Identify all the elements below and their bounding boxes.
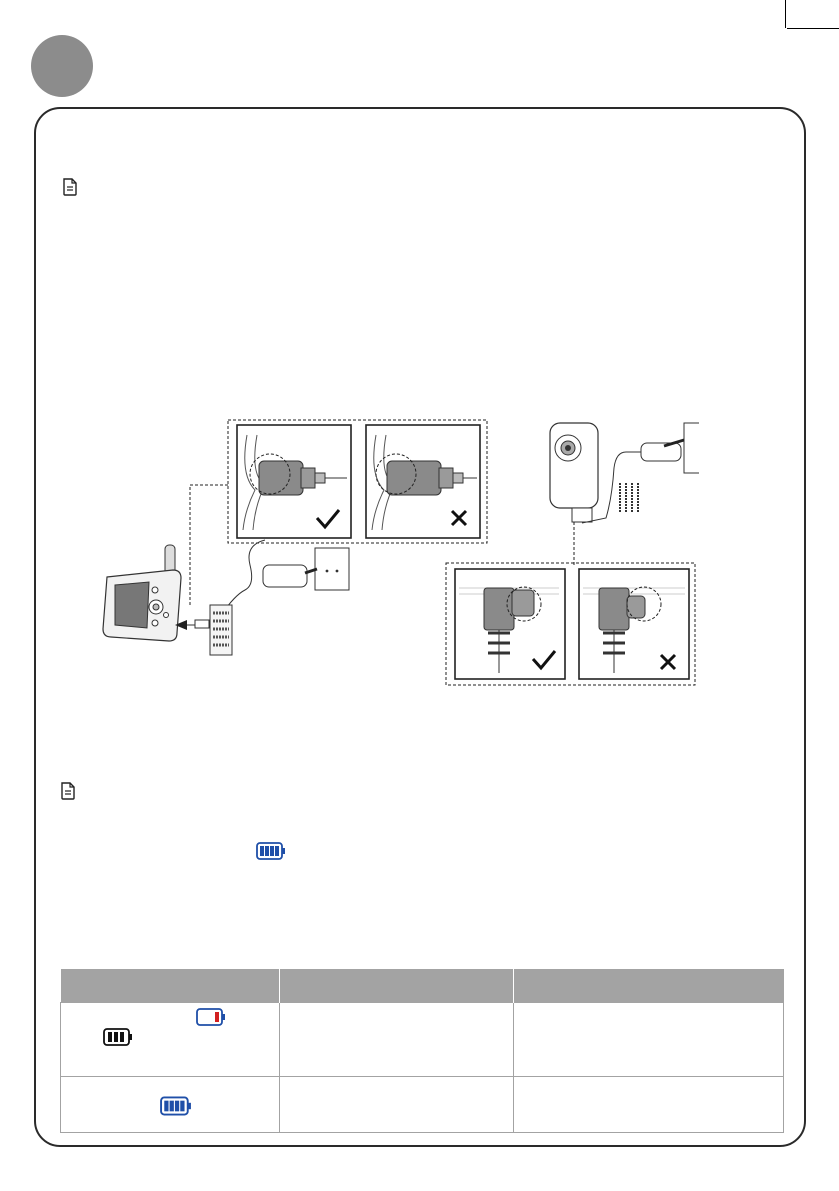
- table-cell: [280, 1076, 514, 1132]
- crop-mark-top-right-v: [785, 0, 786, 28]
- table-cell: [280, 1002, 514, 1076]
- note-document-icon: [62, 178, 78, 196]
- battery-three-bars-icon: [103, 1028, 133, 1046]
- camera-plug-correct-panel: [455, 569, 565, 679]
- monitor-plug-correct-panel: [237, 425, 351, 538]
- baby-camera-power-illustration: [444, 418, 699, 688]
- parent-unit-charging-illustration: [95, 415, 495, 705]
- table-header-2: [280, 969, 514, 1002]
- note-document-icon: [60, 782, 76, 800]
- battery-status-table: [60, 969, 784, 1133]
- baby-camera-device: [550, 423, 598, 522]
- crop-mark-top-right-h: [787, 28, 839, 29]
- table-cell-icons: [61, 1076, 280, 1132]
- cable-tie: [210, 605, 232, 655]
- table-cell-icons: [61, 1002, 280, 1076]
- step-number-badge: [31, 35, 93, 97]
- battery-low-red-icon: [196, 1008, 226, 1026]
- table-cell: [514, 1002, 784, 1076]
- battery-full-blue-icon: [256, 842, 286, 860]
- camera-plug-wrong-panel: [579, 569, 689, 679]
- table-row: [61, 1002, 784, 1076]
- parent-monitor-device: [103, 545, 181, 641]
- table-header-1: [61, 969, 280, 1002]
- battery-full-blue-icon: [160, 1096, 192, 1116]
- table-cell: [514, 1076, 784, 1132]
- table-row: [61, 1076, 784, 1132]
- table-header-3: [514, 969, 784, 1002]
- cable-tie: [620, 483, 638, 513]
